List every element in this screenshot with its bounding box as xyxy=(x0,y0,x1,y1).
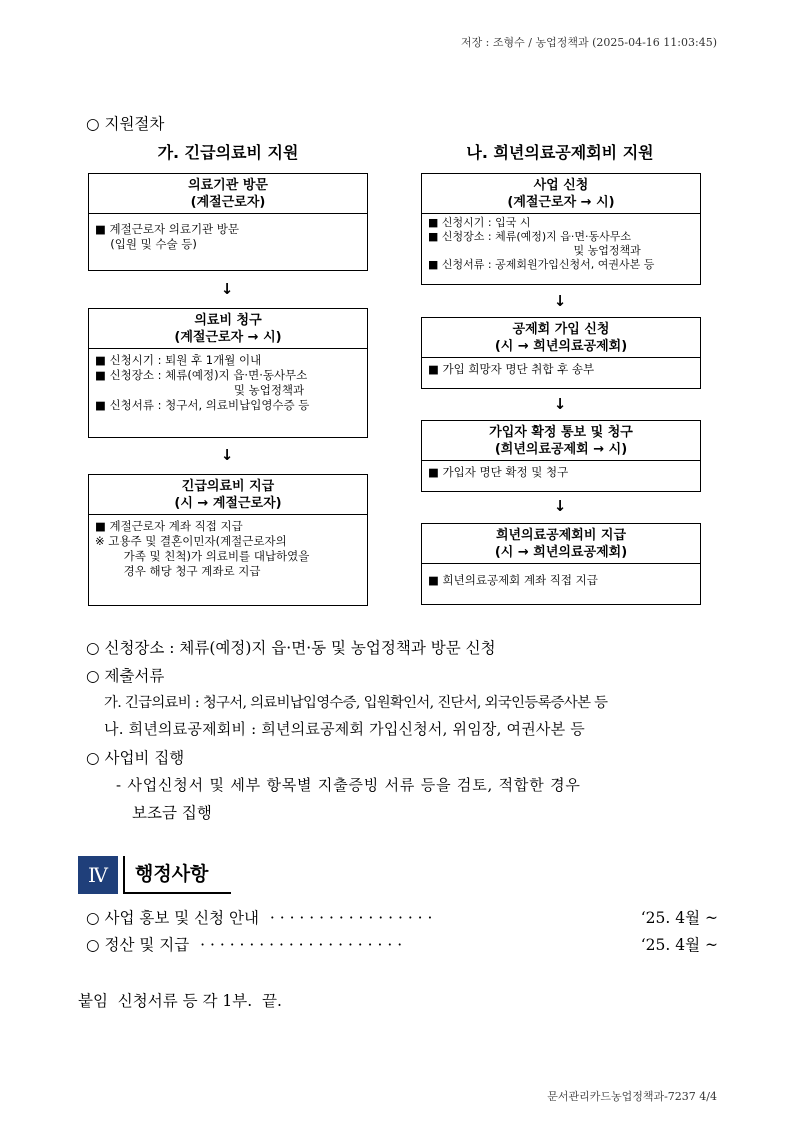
flow-arrow-icon: ↓ xyxy=(220,280,234,298)
flow-box-head xyxy=(89,174,367,214)
column-b-title: 나. 희년의료공제회비 지원 xyxy=(466,143,654,162)
flow-box-line: (입원 및 수술 등) xyxy=(103,237,197,251)
document-footer: 문서관리카드농업정책과-7237 4/4 xyxy=(547,1090,717,1103)
flow-box-head-line: 긴급의료비 지급 xyxy=(181,479,275,494)
flow-box-line: ■ 희년의료공제회 계좌 직접 지급 xyxy=(428,573,598,587)
docs-heading xyxy=(86,664,164,686)
flow-box-head-line: (계절근로자 → 시) xyxy=(507,195,615,210)
flow-box-head-line: (시 → 계절근로자) xyxy=(174,496,282,511)
flow-box-body xyxy=(89,349,367,417)
schedule-item: 정산 및 지급 xyxy=(104,936,190,954)
bullet: ○ xyxy=(86,115,100,133)
flow-box-a3 xyxy=(88,474,368,606)
schedule-row xyxy=(86,933,718,955)
flow-box-line: ■ 계절근로자 의료기관 방문 xyxy=(95,222,240,236)
exec-line-2: 보조금 집행 xyxy=(132,804,212,822)
flow-box-b4 xyxy=(421,523,701,605)
procedure-heading xyxy=(86,112,164,134)
flow-box-body xyxy=(422,461,700,484)
column-a-title: 가. 긴급의료비 지원 xyxy=(157,143,299,162)
flow-box-body xyxy=(89,515,367,583)
flow-box-line: ■ 신청장소 : 체류(예정)지 읍·면·동사무소 xyxy=(428,230,632,243)
attachment-note: 붙임 신청서류 등 각 1부. 끝. xyxy=(78,992,282,1010)
flow-box-body xyxy=(89,214,367,256)
docs-heading-text: 제출서류 xyxy=(104,667,165,685)
exec-line-1: - 사업신청서 및 세부 항목별 지출증빙 서류 등을 검토, 적합한 경우 xyxy=(116,776,581,794)
schedule-dots: · · · · · · · · · · · · · · · · · · · · · xyxy=(200,936,403,954)
flow-box-line: 및 농업정책과 xyxy=(179,383,305,397)
schedule-dots: · · · · · · · · · · · · · · · · · xyxy=(269,909,433,927)
flow-box-line: ■ 신청장소 : 체류(예정)지 읍·면·동사무소 xyxy=(95,368,308,382)
bullet: ○ xyxy=(86,749,100,767)
flow-box-head xyxy=(422,318,700,358)
flow-box-head xyxy=(422,421,700,461)
section-title: 행정사항 xyxy=(123,856,231,894)
flow-box-line: ■ 신청서류 : 공제회원가입신청서, 여권사본 등 xyxy=(428,258,655,271)
flow-box-line: ■ 신청서류 : 청구서, 의료비납입영수증 등 xyxy=(95,398,310,412)
bullet: ○ xyxy=(86,909,100,927)
bullet: ○ xyxy=(86,639,100,657)
flow-box-line: ■ 신청시기 : 퇴원 후 1개월 이내 xyxy=(95,353,262,367)
flow-box-head-line: (희년의료공제회 → 시) xyxy=(494,442,628,457)
schedule-item: 사업 홍보 및 신청 안내 xyxy=(104,909,259,927)
flow-box-line: ※ 고용주 및 결혼이민자(계절근로자의 xyxy=(95,534,287,548)
flow-box-head xyxy=(422,174,700,214)
flow-box-head-line: 의료비 청구 xyxy=(194,313,262,328)
apply-place-text: 신청장소 : 체류(예정)지 읍·면·동 및 농업정책과 방문 신청 xyxy=(104,639,496,657)
flow-box-line: ■ 가입자 명단 확정 및 청구 xyxy=(428,465,569,479)
flow-arrow-icon: ↓ xyxy=(553,395,567,413)
flow-box-head-line: 가입자 확정 통보 및 청구 xyxy=(489,425,633,440)
flow-box-head-line: 공제회 가입 신청 xyxy=(512,322,610,337)
flow-box-body xyxy=(422,214,700,274)
flow-box-head xyxy=(89,475,367,515)
flow-box-head xyxy=(89,309,367,349)
apply-place xyxy=(86,636,496,658)
flow-box-b1 xyxy=(421,173,701,285)
flow-box-line: ■ 신청시기 : 입국 시 xyxy=(428,216,531,229)
flow-box-head-line: 의료기관 방문 xyxy=(188,178,268,193)
flow-box-body xyxy=(422,564,700,592)
flow-box-line: 및 농업정책과 xyxy=(514,244,641,257)
flow-box-head-line: (계절근로자 → 시) xyxy=(174,330,282,345)
flow-box-b2 xyxy=(421,317,701,389)
document-header: 저장 : 조형수 / 농업정책과 (2025-04-16 11:03:45) xyxy=(460,36,717,49)
schedule-date: ‘25. 4월 ~ xyxy=(640,936,718,954)
flow-box-line: 경우 해당 청구 계좌로 지급 xyxy=(109,564,261,578)
flow-box-head-line: 희년의료공제회비 지급 xyxy=(495,528,627,543)
flow-box-line: ■ 계절근로자 계좌 직접 지급 xyxy=(95,519,243,533)
flow-arrow-icon: ↓ xyxy=(220,446,234,464)
flow-box-head-line: 사업 신청 xyxy=(533,178,589,193)
flow-arrow-icon: ↓ xyxy=(553,292,567,310)
flow-box-a2 xyxy=(88,308,368,438)
procedure-heading-text: 지원절차 xyxy=(104,115,165,133)
bullet: ○ xyxy=(86,667,100,685)
bullet: ○ xyxy=(86,936,100,954)
exec-heading-text: 사업비 집행 xyxy=(104,749,185,767)
schedule-date: ‘25. 4월 ~ xyxy=(640,909,718,927)
flow-box-a1 xyxy=(88,173,368,271)
flow-box-body xyxy=(422,358,700,381)
flow-box-head-line: (시 → 희년의료공제회) xyxy=(494,339,628,354)
exec-heading xyxy=(86,746,184,768)
flow-box-head-line: (계절근로자) xyxy=(190,195,266,210)
flow-box-line: 가족 및 친척)가 의료비를 대납하였을 xyxy=(109,549,310,563)
docs-b: 나. 희년의료공제회비 : 희년의료공제회 가입신청서, 위임장, 여권사본 등 xyxy=(104,720,585,738)
schedule-row xyxy=(86,906,718,928)
flow-arrow-icon: ↓ xyxy=(553,497,567,515)
docs-a: 가. 긴급의료비 : 청구서, 의료비납입영수증, 입원확인서, 진단서, 외국인등록증사본 등 xyxy=(104,695,608,711)
flow-box-b3 xyxy=(421,420,701,492)
flow-box-line: ■ 가입 희망자 명단 취합 후 송부 xyxy=(428,362,595,376)
flow-box-head xyxy=(422,524,700,564)
flow-box-head-line: (시 → 희년의료공제회) xyxy=(494,545,628,560)
section-number: Ⅳ xyxy=(78,856,118,894)
